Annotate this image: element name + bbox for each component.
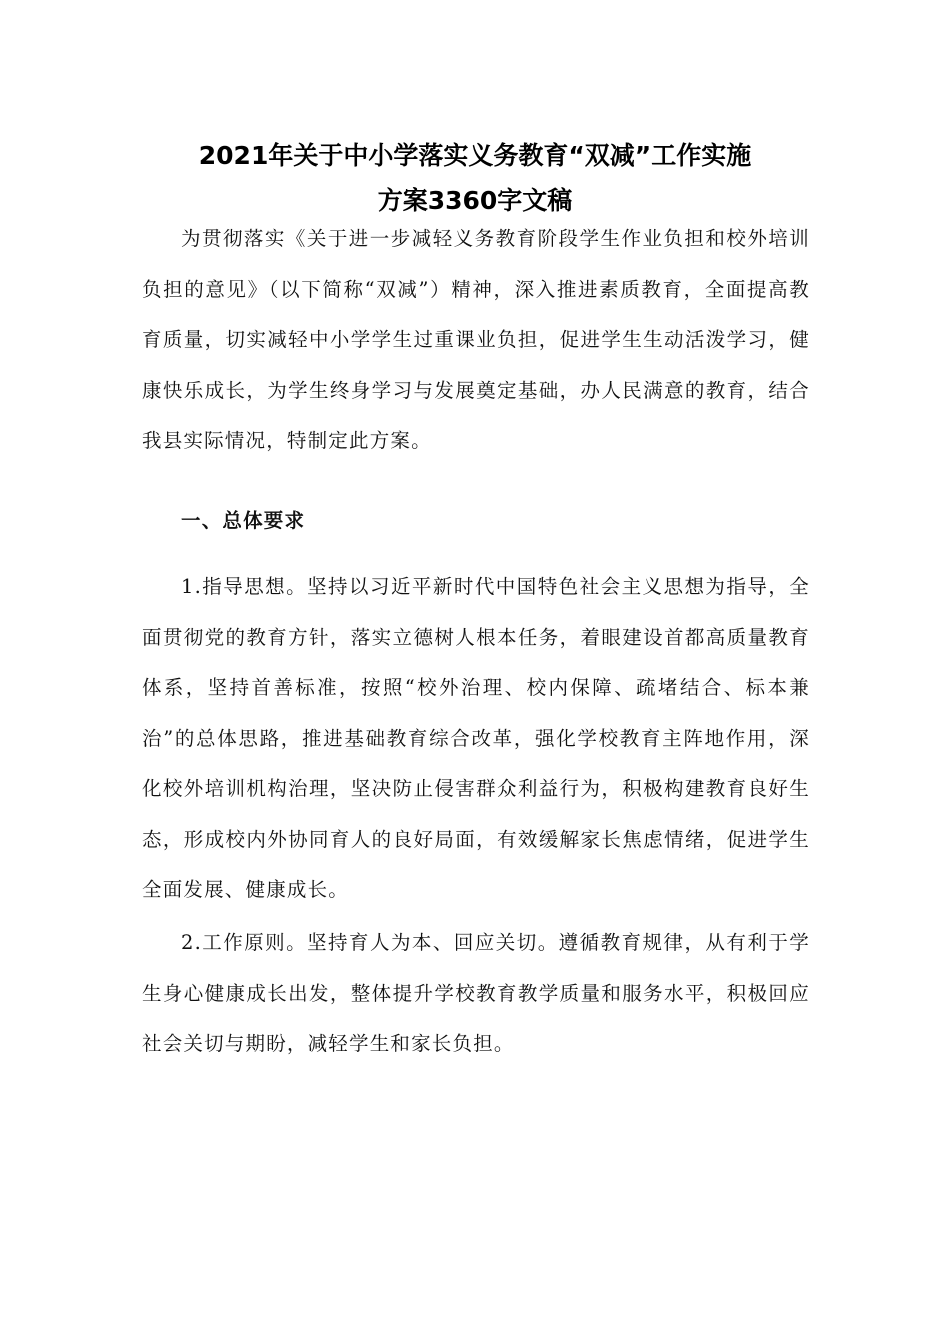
intro-paragraph: 为贯彻落实《关于进一步减轻义务教育阶段学生作业负担和校外培训负担的意见》（以下简称“双减”）精神，深入推进素质教育，全面提高教育质量，切实减轻中小学学生过重课业负担，促进学生生动活泼学习，健康快乐成长，为学生终身学习与发展奠定基础，办人民满意的教育，结合我县实际情况，特制定此方案。 xyxy=(142,227,810,452)
paragraph-working-principles: 2.工作原则。坚持育人为本、回应关切。遵循教育规律，从有利于学生身心健康成长出发，整体提升学校教育教学质量和服务水平，积极回应社会关切与期盼，减轻学生和家长负担。 xyxy=(142,931,810,1055)
document-title-line-2: 方案3360字文稿 xyxy=(377,186,573,215)
paragraph-guiding-ideology: 1.指导思想。坚持以习近平新时代中国特色社会主义思想为指导，全面贯彻党的教育方针，落实立德树人根本任务，着眼建设首都高质量教育体系，坚持首善标准，按照“校外治理、校内保障、疏堵结合、标本兼治”的总体思路，推进基础教育综合改革，强化学校教育主阵地作用，深化校外培训机构治理，坚决防止侵害群众利益行为，积极构建教育良好生态，形成校内外协同育人的良好局面，有效缓解家长焦虑情绪，促进学生全面发展、健康成长。 xyxy=(142,575,810,901)
document-title-line-1: 2021年关于中小学落实义务教育“双减”工作实施 xyxy=(198,141,752,170)
section-heading-overall-requirements: 一、总体要求 xyxy=(181,509,306,532)
